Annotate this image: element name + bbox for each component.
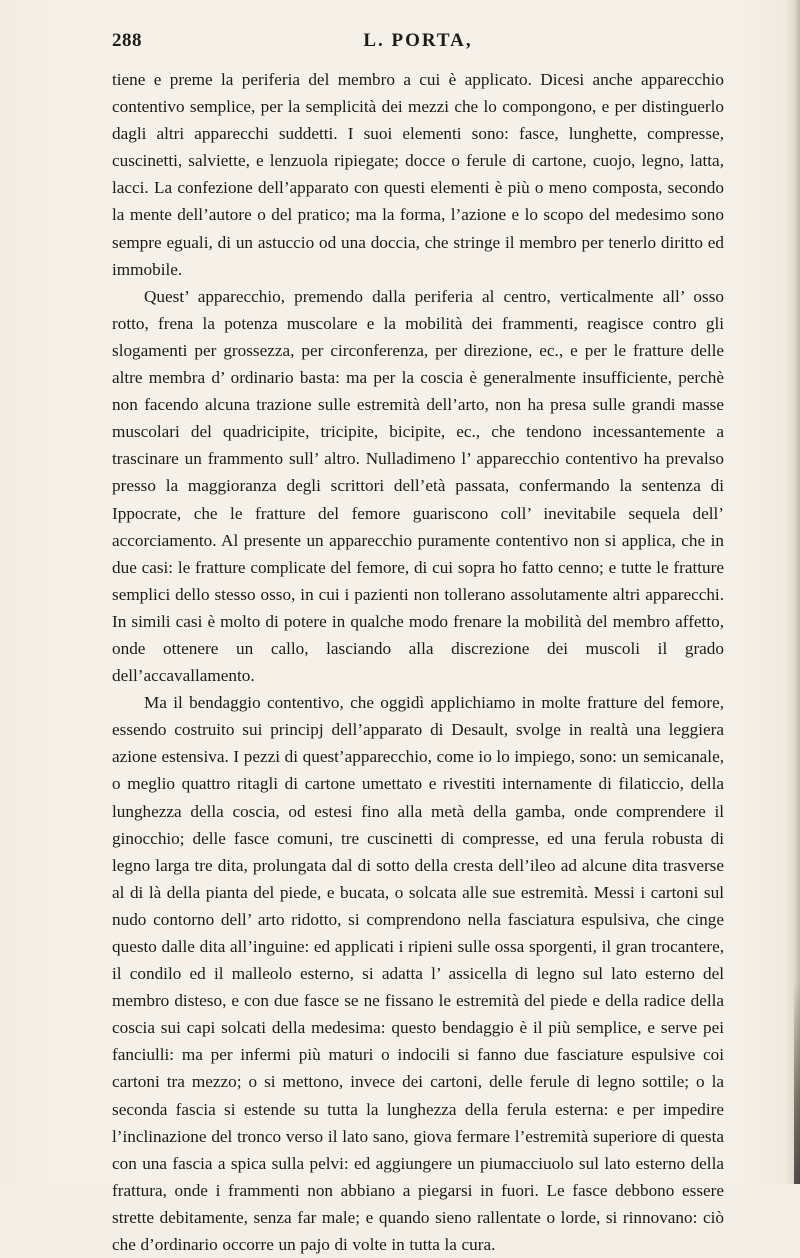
paragraph-continuation: tiene e preme la periferia del membro a cui è applicato. Dicesi anche apparecchio contentivo semplice, per la semplicità dei mezzi che lo compongono, e per distinguerlo dagli altri apparecchi suddetti. I suoi elementi sono: fasce, lunghette, compresse, cuscinetti, salviette, e lenzuola ripiegate; docce o ferule di cartone, cuojo, legno, latta, lacci. La confezione dell’apparato con questi elementi è più o meno composta, secondo la mente dell’autore o del pratico; ma la forma, l’azione e lo scopo del medesimo sono sempre eguali, di un astuccio od una doccia, che stringe il membro per tenerlo diritto ed immobile. [112, 70, 724, 279]
page-number: 288 [112, 30, 142, 51]
running-title: L. PORTA, [363, 30, 473, 51]
body-text [112, 66, 724, 1258]
page-edge-dark [794, 980, 800, 1184]
paragraph: Quest’ apparecchio, premendo dalla periferia al centro, verticalmente all’ osso rotto, frena la potenza muscolare e la mobilità dei frammenti, reagisce contro gli slogamenti per grossezza, per circonferenza, per direzione, ec., e per le fratture delle altre membra d’ ordinario basta: ma per la coscia è generalmente insufficiente, perchè non facendo alcuna trazione sulle estremità dell’arto, non ha presa sulle grandi masse muscolari del quadricipite, tricipite, bicipite, ec., che tendono incessantemente a trascinare un frammento sull’ altro. Nulladimeno l’ apparecchio contentivo ha prevalso presso la maggioranza degli scrittori dell’età passata, confermando la sentenza di Ippocrate, che le fratture del femore guariscono coll’ inevitabile sequela dell’ accorciamento. Al presente un apparecchio puramente contentivo non si applica, che in due casi: le fratture complicate del femore, di cui sopra ho fatto cenno; e tutte le fratture semplici dello stesso osso, in cui i pazienti non tollerano assolutamente altri apparecchi. In simili casi è molto di potere in qualche modo frenare la mobilità del membro affetto, onde ottenere un callo, lasciando alla discrezione dei muscoli il grado dell’accavallamento. [112, 286, 724, 686]
page-header [112, 30, 724, 60]
paragraph: Ma il bendaggio contentivo, che oggidì applichiamo in molte fratture del femore, essendo costruito sui principj dell’apparato di Desault, svolge in realtà una leggiera azione estensiva. I pezzi di quest’apparecchio, come io lo impiego, sono: un semicanale, o meglio quattro ritagli di cartone umettato e rivestiti internamente di filaticcio, della lunghezza della coscia, od estesi fino alla metà della gamba, onde comprendere il ginocchio; delle fasce comuni, tre cuscinetti di compresse, ed una ferula robusta di legno larga tre dita, prolungata dal di sotto della cresta dell’ileo ad alcune dita trasverse al di là della pianta del piede, e bucata, o solcata alle sue estremità. Messi i cartoni sul nudo contorno dell’ arto ridotto, si comprendono nella fasciatura espulsiva, che cinge questo dalle dita all’inguine: ed applicati i ripieni sulle ossa sporgenti, il gran trocantere, il condilo ed il malleolo esterno, si adatta l’ assicella di legno sul lato esterno del membro disteso, e con due fasce se ne fissano le estremità del piede e della radice della coscia sui capi solcati della medesima: questo bendaggio è il più semplice, e serve pei fanciulli: ma per infermi più maturi o indocili si fanno due fasciature espulsive coi cartoni tra mezzo; o si mettono, invece dei cartoni, delle ferule di legno sottile; o la seconda fascia si estende su tutta la lunghezza della ferula esterna: e per impedire l’inclinazione del tronco verso il lato sano, giova fermare l’estremità superiore di questa con una fascia a spica sulla pelvi: ed aggiungere un piumacciuolo sul lato esterno della frattura, onde i frammenti non abbiano a piegarsi in fuori. Le fasce debbono essere strette debitamente, senza far male; e quando sieno rallentate o lorde, si rinnovano: ciò che d’ordinario occorre un pajo di volte in tutta la cura. [112, 693, 724, 1255]
